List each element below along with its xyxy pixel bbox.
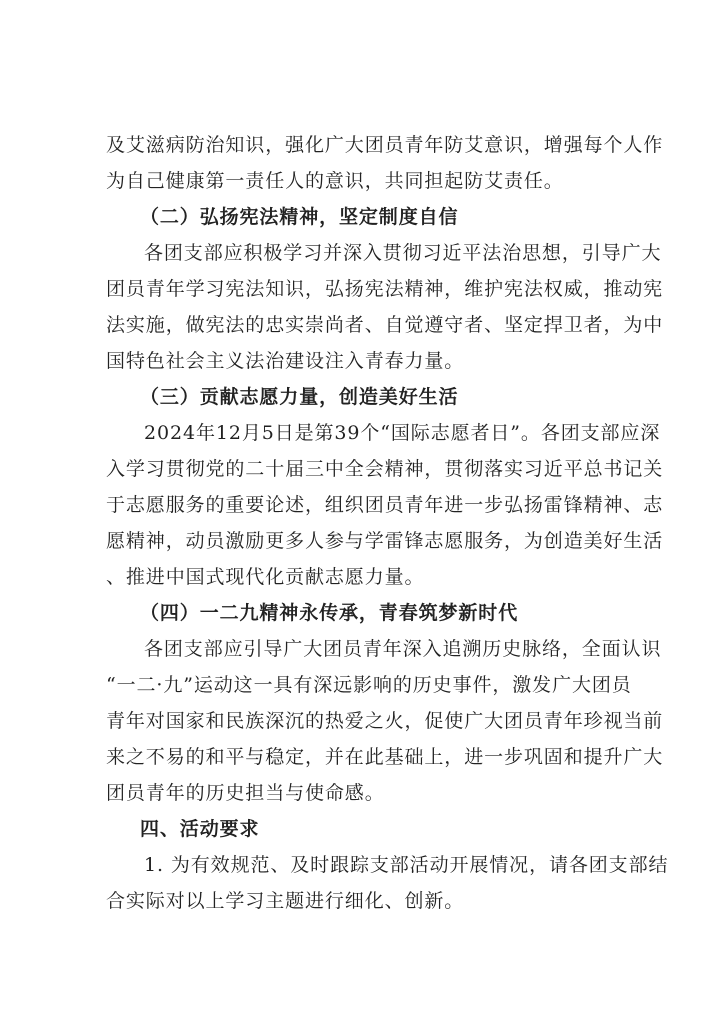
- body-line-8: 入学习贯彻党的二十届三中全会精神，贯彻落实习近平总书记关: [106, 458, 664, 480]
- body-line-10: 愿精神，动员激励更多人参与学雷锋志愿服务，为创造美好生活: [106, 530, 664, 552]
- body-line-9: 于志愿服务的重要论述，组织团员青年进一步弘扬雷锋精神、志: [106, 494, 664, 516]
- body-line-11: 、推进中国式现代化贡献志愿力量。: [106, 566, 425, 588]
- body-line-18: 合实际对以上学习主题进行细化、创新。: [106, 890, 465, 912]
- body-line-3: 各团支部应积极学习并深入贯彻习近平法治思想，引导广大: [144, 242, 662, 264]
- subheading-3: （三）贡献志愿力量，创造美好生活: [140, 386, 459, 408]
- body-line-15: 来之不易的和平与稳定，并在此基础上，进一步巩固和提升广大: [106, 746, 664, 768]
- body-line-12: 各团支部应引导广大团员青年深入追溯历史脉络，全面认识: [144, 638, 662, 660]
- body-line-2: 为自己健康第一责任人的意识，共同担起防艾责任。: [106, 170, 564, 192]
- section-heading: 四、活动要求: [140, 818, 260, 840]
- subheading-4: （四）一二九精神永传承，青春筑梦新时代: [140, 602, 519, 624]
- body-line-4: 团员青年学习宪法知识，弘扬宪法精神，维护宪法权威，推动宪: [106, 278, 664, 300]
- body-line-16: 团员青年的历史担当与使命感。: [106, 782, 385, 804]
- body-line-13: “一二·九”运动这一具有深远影响的历史事件，激发广大团员: [106, 674, 632, 696]
- body-line-7: 2024年12月5日是第39个“国际志愿者日”。各团支部应深: [144, 422, 661, 444]
- body-line-5: 法实施，做宪法的忠实崇尚者、自觉遵守者、坚定捍卫者，为中: [106, 314, 664, 336]
- body-line-17: 1. 为有效规范、及时跟踪支部活动开展情况，请各团支部结: [144, 854, 669, 876]
- body-line-6: 国特色社会主义法治建设注入青春力量。: [106, 350, 465, 372]
- body-line-1: 及艾滋病防治知识，强化广大团员青年防艾意识，增强每个人作: [106, 134, 664, 156]
- subheading-2: （二）弘扬宪法精神，坚定制度自信: [140, 206, 459, 228]
- body-line-14: 青年对国家和民族深沉的热爱之火，促使广大团员青年珍视当前: [106, 710, 664, 732]
